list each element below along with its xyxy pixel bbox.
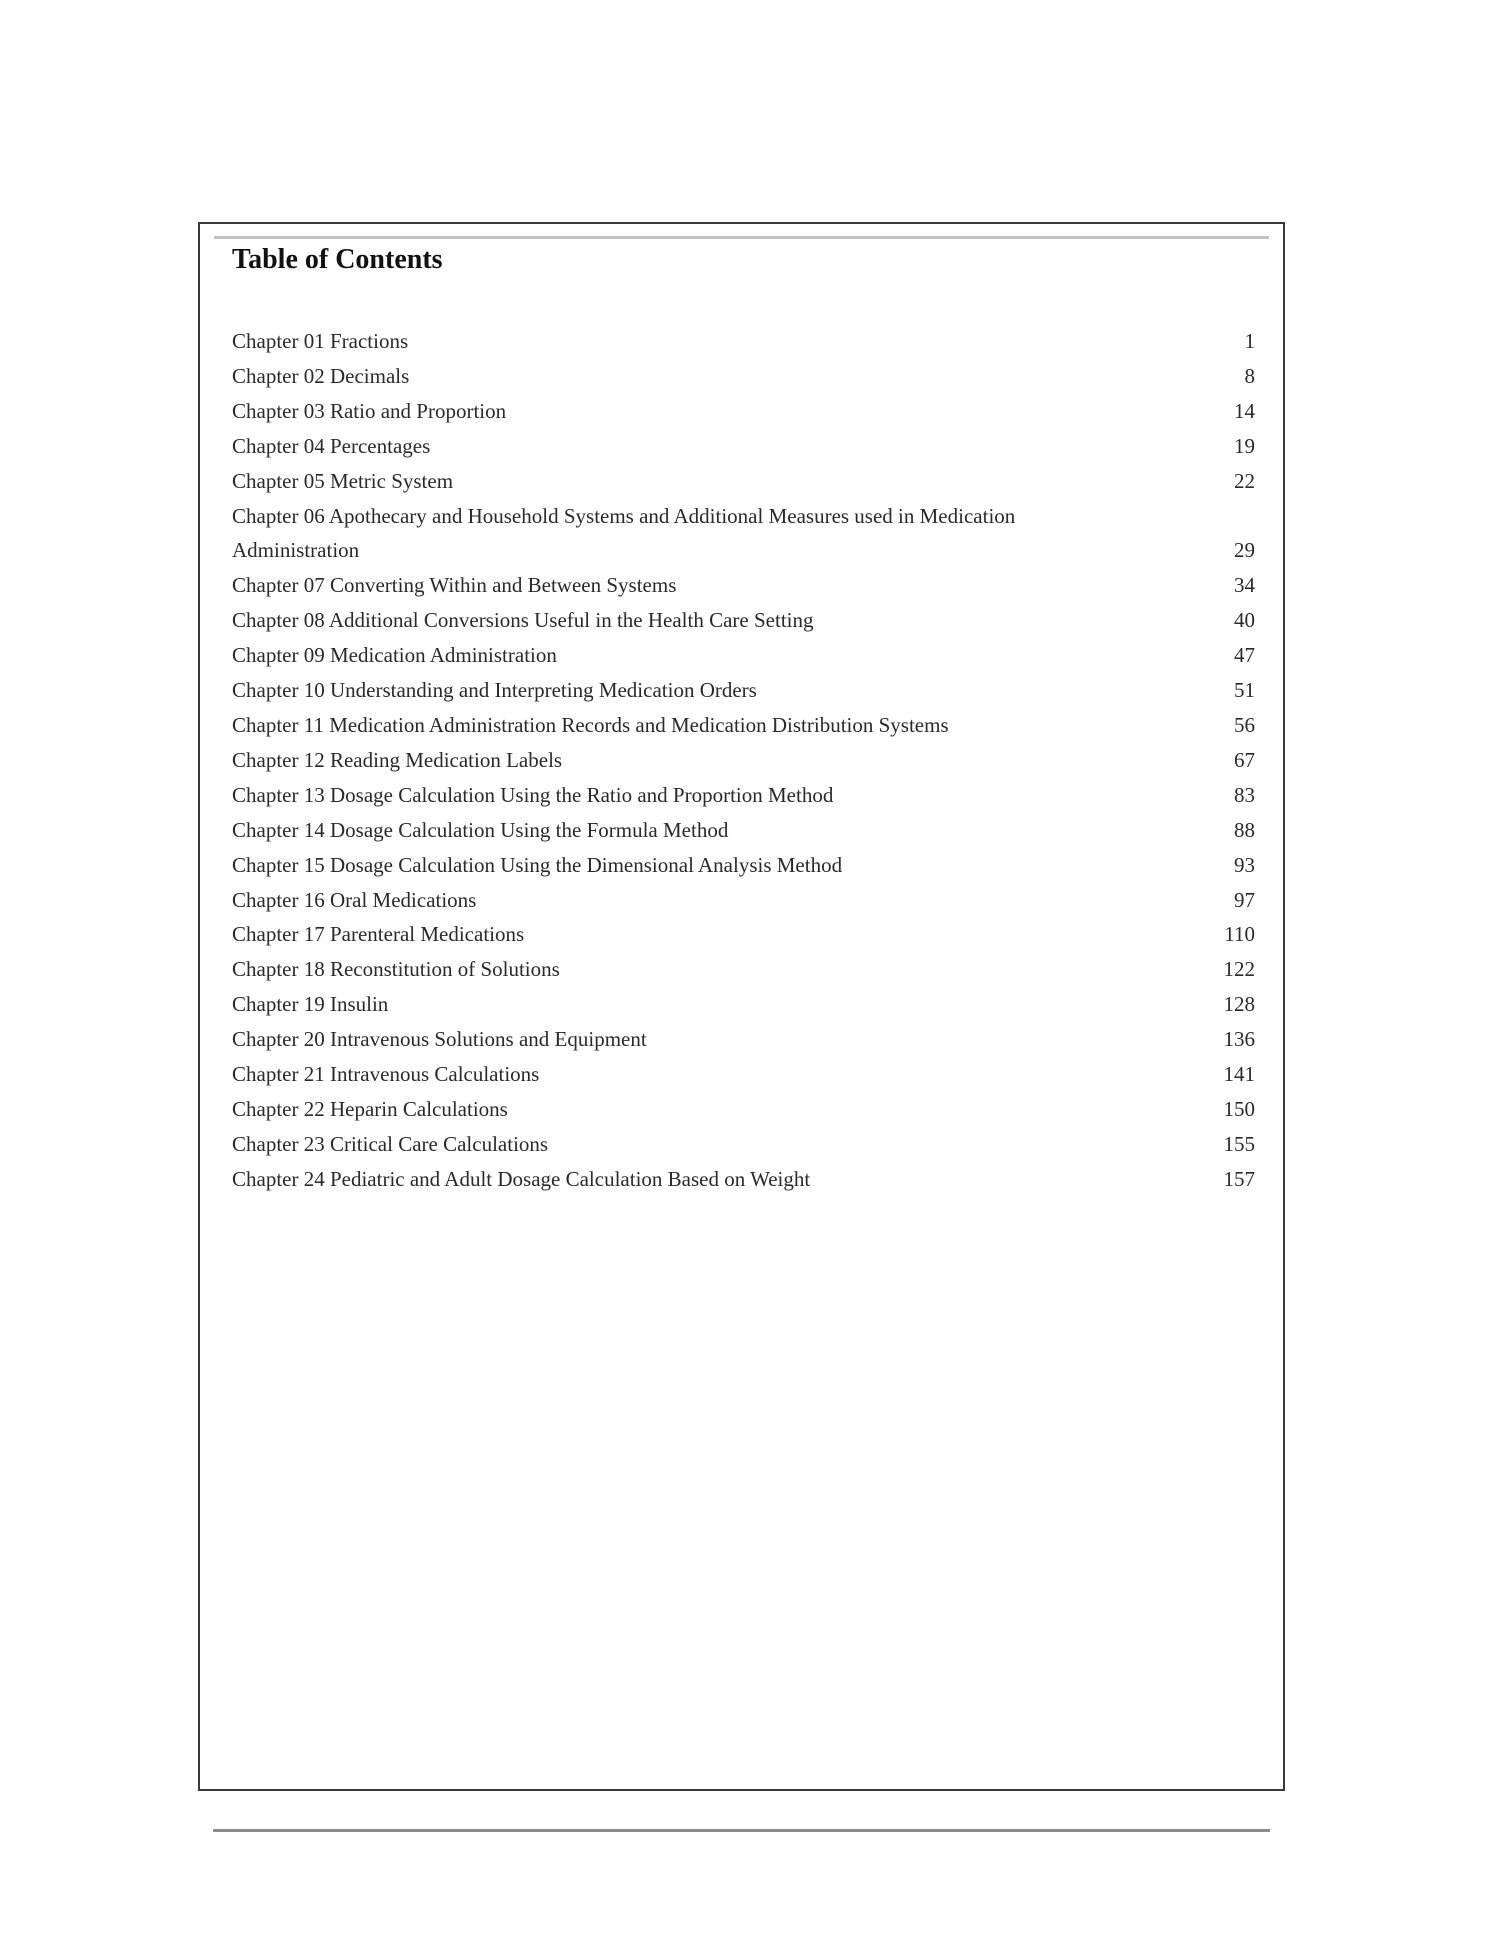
toc-entry-title: Chapter 04 Percentages [232, 433, 431, 458]
toc-entry-page-number: 97 [1234, 887, 1255, 912]
toc-entry-title: Chapter 23 Critical Care Calculations [232, 1131, 549, 1156]
toc-entry-page-number: 155 [1223, 1131, 1255, 1156]
toc-entry[interactable] [232, 568, 1255, 603]
toc-entry-page-number: 34 [1234, 573, 1255, 598]
toc-entry-title: Chapter 19 Insulin [232, 992, 389, 1017]
toc-entry[interactable] [232, 499, 1255, 569]
toc-entry-title: Chapter 10 Understanding and Interpreting Medication Orders [232, 678, 757, 703]
toc-entry-page-number: 1 [1244, 329, 1255, 353]
toc-entry[interactable] [232, 394, 1255, 429]
toc-entry[interactable] [232, 883, 1255, 918]
toc-entry[interactable] [232, 1162, 1255, 1197]
toc-entry-title: Chapter 02 Decimals [232, 363, 410, 388]
toc-entry-title: Chapter 03 Ratio and Proportion [232, 398, 507, 423]
toc-entry-title: Chapter 12 Reading Medication Labels [232, 747, 563, 772]
toc-entry[interactable] [232, 708, 1255, 743]
toc-entry-title: Chapter 22 Heparin Calculations [232, 1096, 508, 1121]
toc-entry[interactable] [232, 1127, 1255, 1162]
toc-entry-title: Chapter 15 Dosage Calculation Using the Dimensional Analysis Method [232, 852, 843, 877]
toc-entry-page-number: 14 [1234, 398, 1255, 423]
toc-entry-page-number: 157 [1223, 1166, 1255, 1191]
toc-entry-title: Chapter 13 Dosage Calculation Using the Ratio and Proportion Method [232, 782, 834, 807]
toc-entry-title: Chapter 17 Parenteral Medications [232, 922, 525, 947]
toc-entry-page-number: 51 [1234, 678, 1255, 703]
toc-entry[interactable] [232, 987, 1255, 1022]
toc-entry-title: Chapter 11 Medication Administration Records and Medication Distribution Systems [232, 712, 949, 737]
header-divider [214, 236, 1269, 239]
toc-entry-title: Chapter 07 Converting Within and Between Systems [232, 573, 677, 598]
toc-entry-page-number: 56 [1234, 712, 1255, 737]
toc-entry[interactable] [232, 917, 1255, 952]
toc-entry-page-number: 67 [1234, 747, 1255, 772]
footer-divider [213, 1829, 1270, 1832]
toc-entry-page-number: 88 [1234, 817, 1255, 842]
toc-entry[interactable] [232, 813, 1255, 848]
toc-entry-page-number: 29 [1234, 538, 1255, 563]
toc-entry-page-number: 110 [1224, 922, 1255, 947]
toc-entry[interactable] [232, 464, 1255, 499]
toc-entry-title: Chapter 06 Apothecary and Household Systems and Additional Measures used in Medication Administration [232, 503, 1016, 563]
toc-entry-title: Chapter 08 Additional Conversions Useful in the Health Care Setting [232, 608, 814, 633]
toc-entry-page-number: 22 [1234, 468, 1255, 493]
toc-entry[interactable] [232, 638, 1255, 673]
toc-entry[interactable] [232, 952, 1255, 987]
toc-entry[interactable] [232, 743, 1255, 778]
toc-entry-page-number: 141 [1223, 1062, 1255, 1087]
toc-entry-title: Chapter 18 Reconstitution of Solutions [232, 957, 560, 982]
toc-entry[interactable] [232, 848, 1255, 883]
toc-entry-title: Chapter 09 Medication Administration [232, 643, 557, 668]
toc-entry[interactable] [232, 324, 1255, 359]
toc-entry-page-number: 83 [1234, 782, 1255, 807]
toc-entry-page-number: 122 [1223, 957, 1255, 982]
toc-entry-title: Chapter 21 Intravenous Calculations [232, 1062, 540, 1087]
toc-entry-title: Chapter 14 Dosage Calculation Using the Formula Method [232, 817, 729, 842]
toc-entry-title: Chapter 01 Fractions [232, 329, 409, 353]
toc-entry-title: Chapter 24 Pediatric and Adult Dosage Calculation Based on Weight [232, 1166, 811, 1191]
toc-entry-page-number: 8 [1244, 363, 1255, 388]
toc-entry[interactable] [232, 603, 1255, 638]
toc-entry-page-number: 128 [1223, 992, 1255, 1017]
toc-entry-title: Chapter 16 Oral Medications [232, 887, 477, 912]
toc-entry[interactable] [232, 359, 1255, 394]
toc-entry[interactable] [232, 1057, 1255, 1092]
toc-entry-page-number: 19 [1234, 433, 1255, 458]
toc-entry-page-number: 47 [1234, 643, 1255, 668]
toc-entry-title: Chapter 20 Intravenous Solutions and Equipment [232, 1027, 647, 1052]
toc-frame [198, 222, 1285, 1791]
page-title: Table of Contents [232, 244, 443, 275]
toc-entry-page-number: 40 [1234, 608, 1255, 633]
toc-entry-page-number: 150 [1223, 1096, 1255, 1121]
toc-entry[interactable] [232, 1022, 1255, 1057]
toc-entry[interactable] [232, 673, 1255, 708]
toc-entry-page-number: 93 [1234, 852, 1255, 877]
toc-entry-title: Chapter 05 Metric System [232, 468, 454, 493]
toc-entry[interactable] [232, 1092, 1255, 1127]
toc-entry[interactable] [232, 429, 1255, 464]
toc-entry[interactable] [232, 778, 1255, 813]
toc-entry-page-number: 136 [1223, 1027, 1255, 1052]
toc-list [232, 324, 1255, 1197]
